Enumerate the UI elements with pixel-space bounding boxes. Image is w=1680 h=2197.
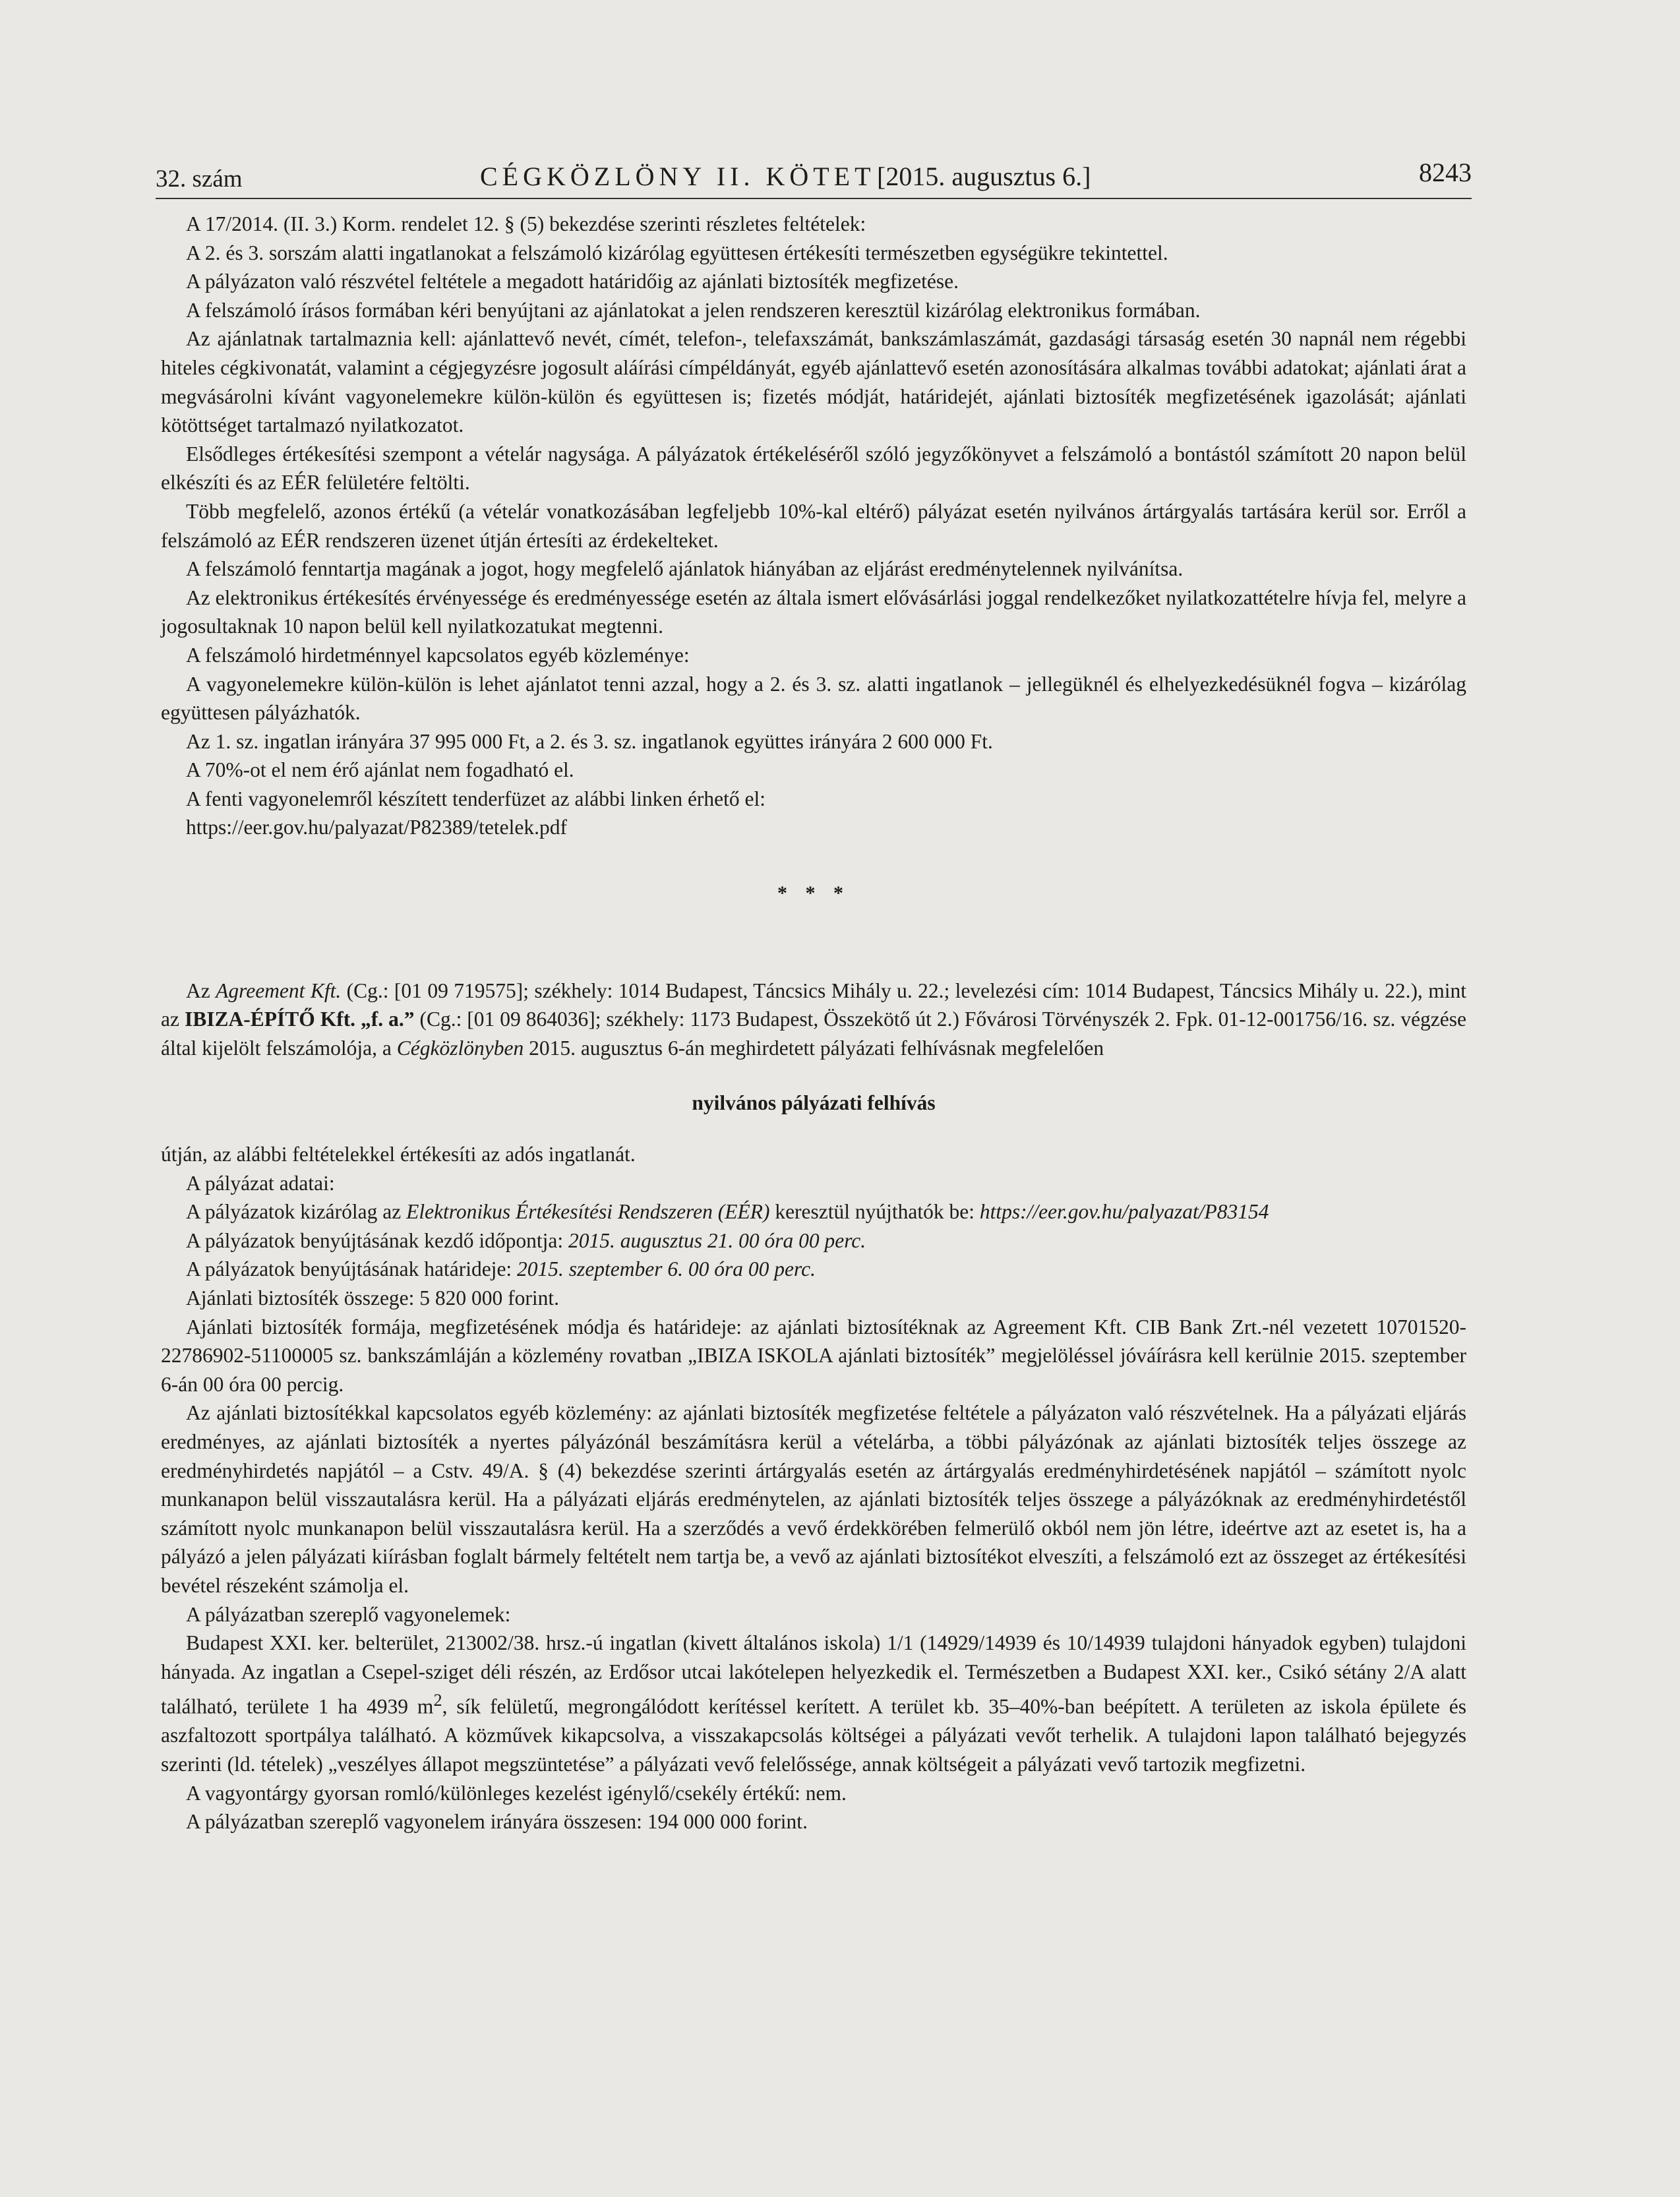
asset-description bbox=[161, 1629, 1466, 1778]
start-value: 2015. augusztus 21. 00 óra 00 perc. bbox=[568, 1228, 866, 1252]
tender-url[interactable]: https://eer.gov.hu/palyazat/P83154 bbox=[979, 1200, 1269, 1224]
asset-text: , sík felületű, megrongálódott kerítéssel kerített. A terület kb. 35–40%-ban beépített. A területen az iskola épülete és aszfaltozott sportpálya található. A közművek kikapcsolva, a visszakapcsolás költségei a pályázati vevőt terhelik. A tulajdoni lapon található bejegyzés szerinti (ld. tételek) „veszélyes állapot megszüntetése” a pályázati vevő felelőssége, annak költségeit a pályázati vevő tartozik megfizetni. bbox=[161, 1695, 1466, 1776]
paragraph: A 70%-ot el nem érő ajánlat nem fogadható el. bbox=[186, 758, 574, 782]
intro-text: Az bbox=[186, 978, 216, 1002]
paragraph: A felszámoló hirdetménnyel kapcsolatos egyéb közleménye: bbox=[186, 643, 690, 667]
paragraph: A fenti vagyonelemről készített tenderfüzet az alábbi linken érhető el: bbox=[186, 787, 766, 810]
submission-text: keresztül nyújthatók be: bbox=[769, 1200, 980, 1224]
paragraph: A vagyontárgy gyorsan romló/különleges kezelést igénylő/csekély értékű: nem. bbox=[186, 1781, 847, 1805]
notice-heading: nyilvános pályázati felhívás bbox=[692, 1091, 936, 1115]
publication-title: CÉGKÖZLÖNY II. KÖTET bbox=[480, 162, 876, 191]
second-notice bbox=[161, 977, 1466, 1836]
paragraph: Több megfelelő, azonos értékű (a vételár vonatkozásában legfeljebb 10%-kal eltérő) pályázat esetén nyilvános ártárgyalás tartására kerül sor. Erről a felszámoló az EÉR rendszeren üzenet útján értesíti az érdekelteket. bbox=[161, 499, 1466, 552]
asset-text: Budapest XXI. ker. belterület, 213002/38. hrsz.-ú ingatlan (kivett általános iskola) 1/1 (14929/14939 és 10/14939 tulajdoni hányadok egyben) tulajdoni hányada. Az ingatlan a Csepel-sziget déli részén, az Erdősor utcai lakótelepen helyezkedik el. Természetben a Budapest XXI. ker., Csikó sétány 2/A alatt található, területe 1 ha 4939 m bbox=[161, 1631, 1466, 1718]
paragraph: Ajánlati biztosíték formája, megfizetésének módja és határideje: az ajánlati biztosítéknak az Agreement Kft. CIB Bank Zrt.-nél vezetett 10701520-22786902-51100005 sz. bankszámláján a közlemény rovatban „IBIZA ISKOLA ajánlati biztosíték” megjelöléssel jóváírásra kell kerülnie 2015. szeptember 6-án 00 óra 00 percig. bbox=[161, 1315, 1466, 1396]
section-separator: * * * bbox=[777, 882, 850, 905]
page-number: 8243 bbox=[1419, 158, 1472, 187]
submission-paragraph bbox=[161, 1197, 1466, 1226]
paragraph: Az elektronikus értékesítés érvényessége és eredményessége esetén az általa ismert elővásárlási joggal rendelkezőket nyilatkozattételre hívja fel, melyre a jogosultaknak 10 napon belül kell nyilatkozatukat megtenni. bbox=[161, 586, 1466, 638]
paragraph: Az 1. sz. ingatlan irányára 37 995 000 Ft, a 2. és 3. sz. ingatlanok együttes irányára 2 600 000 Ft. bbox=[186, 729, 993, 753]
paragraph: A pályázaton való részvétel feltétele a megadott határidőig az ajánlati biztosíték megfizetése. bbox=[186, 270, 959, 293]
intro-paragraph bbox=[161, 977, 1466, 1063]
issue-number: 32. szám bbox=[156, 166, 243, 193]
paragraph: A 2. és 3. sorszám alatti ingatlanokat a felszámoló kizárólag együttesen értékesíti természetben egységükre tekintettel. bbox=[186, 241, 1168, 264]
paragraph: A pályázat adatai: bbox=[186, 1171, 335, 1195]
intro-text: (Cg.: [01 09 719575]; székhely: 1014 Budapest, Táncsics Mihály u. 22.; levelezési cím: 1014 Budapest, Táncsics Mihály u. 22.), mint az bbox=[161, 978, 1466, 1031]
page-header bbox=[156, 157, 1472, 198]
submission-text: A pályázatok kizárólag az bbox=[186, 1200, 407, 1224]
paragraph: A 17/2014. (II. 3.) Korm. rendelet 12. § (5) bekezdése szerinti részletes feltételek: bbox=[186, 212, 866, 235]
paragraph: Elsődleges értékesítési szempont a vételár nagysága. A pályázatok értékeléséről szóló jegyzőkönyvet a felszámoló a bontástól számított 20 napon belül elkészíti és az EÉR felületére feltölti. bbox=[161, 442, 1466, 495]
start-date-paragraph bbox=[161, 1226, 1466, 1255]
system-name: Elektronikus Értékesítési Rendszeren (EÉR) bbox=[406, 1200, 770, 1224]
paragraph: A pályázatban szereplő vagyonelemek: bbox=[186, 1602, 511, 1626]
start-label: A pályázatok benyújtásának kezdő időpontja: bbox=[186, 1228, 568, 1252]
deadline-value: 2015. szeptember 6. 00 óra 00 perc. bbox=[517, 1257, 816, 1281]
paragraph: Ajánlati biztosíték összege: 5 820 000 forint. bbox=[186, 1286, 560, 1309]
liquidator-name: Agreement Kft. bbox=[216, 978, 342, 1002]
paragraph: A felszámoló fenntartja magának a jogot, hogy megfelelő ajánlatok hiányában az eljárást eredménytelennek nyilvánítsa. bbox=[186, 557, 1184, 581]
paragraph: útján, az alábbi feltételekkel értékesíti az adós ingatlanát. bbox=[161, 1143, 636, 1166]
header-rule bbox=[156, 198, 1472, 199]
paragraph: Az ajánlati biztosítékkal kapcsolatos egyéb közlemény: az ajánlati biztosíték megfizetése feltétele a pályázaton való részvételnek. Ha a pályázati eljárás eredményes, az ajánlati biztosíték a nyertes pályázónál beszámításra kerül a vételárba, a többi pályázónak az ajánlati biztosíték teljes összege az eredményhirdetés napjától – a Cstv. 49/A. § (4) bekezdése szerinti ártárgyalás esetén az ártárgyalás eredményhirdetésének napjától – számított nyolc munkanapon belül visszautalásra kerül. Ha a pályázati eljárás eredménytelen, az ajánlati biztosíték teljes összege a pályázóknak az eredményhirdetéstől számított nyolc munkanapon belül visszautalásra kerül. Ha a szerződés a vevő érdekkörében felmerülő okból nem jön létre, ideértve azt az esetet is, ha a pályázó a jelen pályázati kiírásban foglalt bármely feltételt nem tartja be, a vevő az ajánlati biztosítékot elveszíti, a felszámoló ezt az összeget az értékesítési bevétel részeként számolja el. bbox=[161, 1401, 1466, 1597]
deadline-label: A pályázatok benyújtásának határideje: bbox=[186, 1257, 518, 1281]
deadline-paragraph bbox=[161, 1255, 1466, 1284]
paragraph: A pályázatban szereplő vagyonelem irányára összesen: 194 000 000 forint. bbox=[186, 1810, 808, 1834]
area-superscript: 2 bbox=[433, 1691, 442, 1710]
debtor-name: IBIZA-ÉPÍTŐ Kft. „f. a.” bbox=[184, 1008, 415, 1031]
paragraph: A felszámoló írásos formában kéri benyújtani az ajánlatokat a jelen rendszeren keresztül kizárólag elektronikus formában. bbox=[186, 298, 1201, 322]
tender-link[interactable]: https://eer.gov.hu/palyazat/P82389/tetelek.pdf bbox=[186, 816, 567, 839]
paragraph: A vagyonelemekre külön-külön is lehet ajánlatot tenni azzal, hogy a 2. és 3. sz. alatti ingatlanok – jellegüknél és elhelyezkedésüknél fogva – kizárólag együttesen pályázhatók. bbox=[161, 672, 1466, 725]
page-body bbox=[161, 210, 1466, 1836]
intro-text: (Cg.: [01 09 864036]; székhely: 1173 Budapest, Összekötő út 2.) Fővárosi Törvényszék 2. Fpk. 01-12-001756/16. sz. végzése által kijelölt felszámolója, a bbox=[161, 1008, 1467, 1060]
publication-date: [2015. augusztus 6.] bbox=[877, 162, 1091, 191]
first-notice bbox=[161, 210, 1466, 842]
paragraph: Az ajánlatnak tartalmaznia kell: ajánlattevő nevét, címét, telefon-, telefaxszámát, bankszámlaszámát, gazdasági társaság esetén 30 napnál nem régebbi hiteles cégkivonatát, valamint a cégjegyzésre jogosult aláírási címpéldányát, egyéb ajánlattevő esetén azonosítására alkalmas további adatokat; ajánlati árat a megvásárolni kívánt vagyonelemekre külön-külön és együttesen is; fizetés módját, határidejét, ajánlati biztosíték megfizetésének igazolását; ajánlati kötöttséget tartalmazó nyilatkozatot. bbox=[161, 327, 1466, 437]
intro-text: 2015. augusztus 6-án meghirdetett pályázati felhívásnak megfelelően bbox=[524, 1036, 1104, 1060]
journal-name: Cégközlönyben bbox=[396, 1036, 524, 1060]
